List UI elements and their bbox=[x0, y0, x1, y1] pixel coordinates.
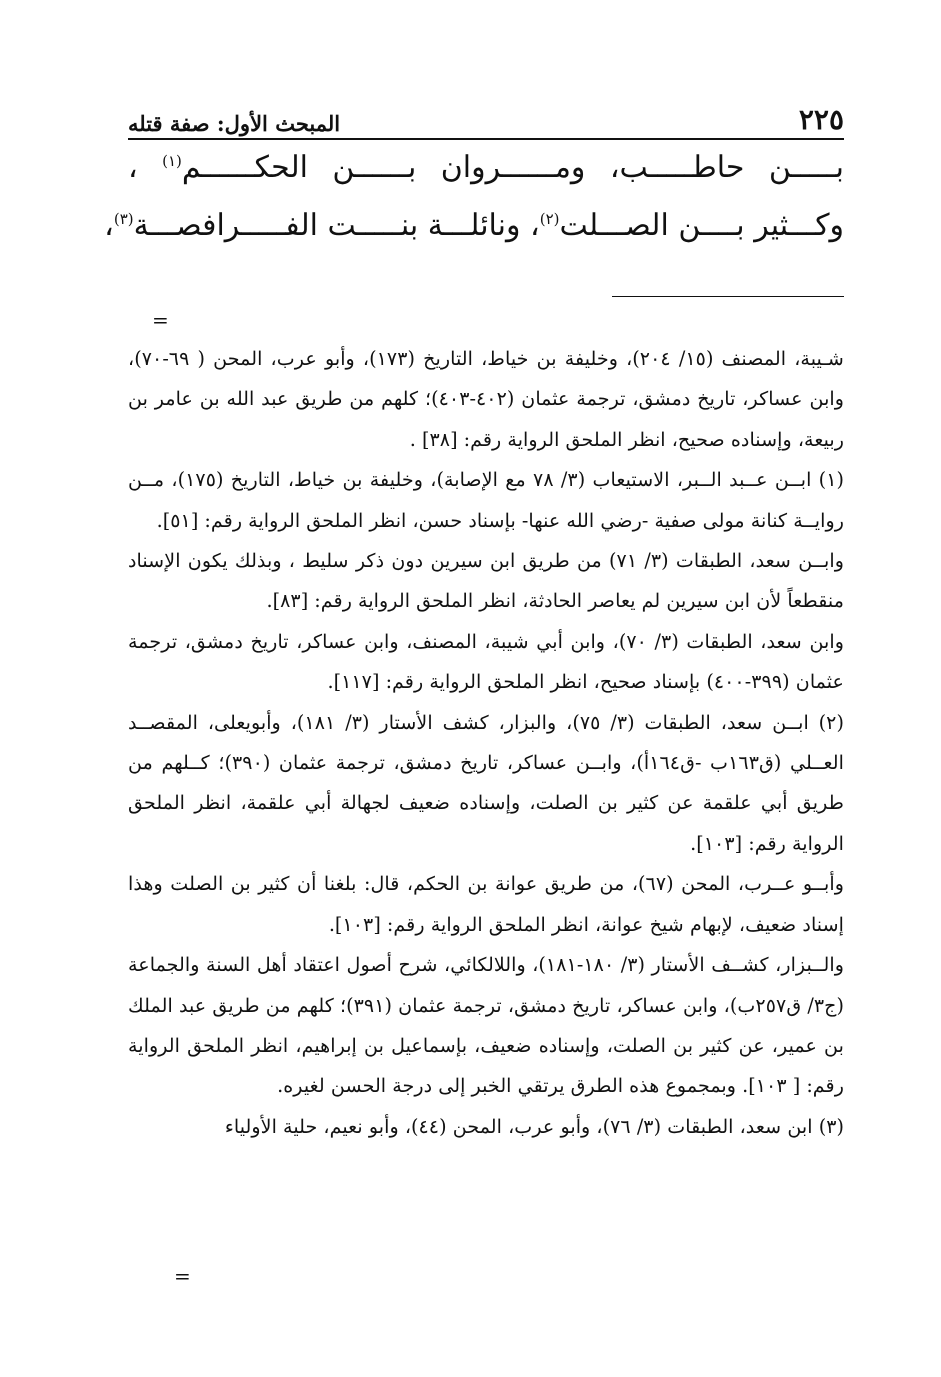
page-header bbox=[128, 100, 844, 136]
footnote-paragraph: (٢) ابــن سعد، الطبقات (٣/ ٧٥)، والبزار، كشف الأستار (٣/ ١٨١)، وأبويعلى، المقصــد العــلي (ق١٦٣ب -ق١٦٤أ)، وابــن عساكر، تاريخ دمشق، ترجمة عثمان (٣٩٠)؛ كــلهم من طريق أبي علقمة عن كثير بن الصلت، وإسناده ضعيف لجهالة أبي علقمة، انظر الملحق الرواية رقم: [١٠٣]. bbox=[128, 710, 844, 855]
continuation-mark-bottom: = bbox=[174, 1264, 191, 1288]
footnote-paragraph: وابــن سعد، الطبقات (٣/ ٧١) من طريق ابن سيرين دون ذكر سليط ، وبذلك يكون الإسناد منقطعاً لأن ابن سيرين لم يعاصر الحادثة، انظر الملحق الرواية رقم: [٨٣]. bbox=[128, 549, 844, 613]
footnote-paragraph: والــبزار، كشــف الأستار (٣/ ١٨٠-١٨١)، واللالكائي، شرح أصول اعتقاد أهل السنة والجماعة (ج٣/ ق٢٥٧ب)، وابن عساكر، تاريخ دمشق، ترجمة عثمان (٣٩١)؛ كلهم من طريق عبد الملك بن عمير، عن كثير بن الصلت، وإسناده ضعيف، بإسماعيل بن إبراهيم، انظر الملحق الرواية رقم: [ ١٠٣]. وبمجموع هذه الطرق يرتقي الخبر إلى درجة الحسن لغيره. bbox=[128, 953, 845, 1098]
continuation-mark-top: = bbox=[152, 308, 169, 332]
running-title: المبحث الأول: صفة قتله bbox=[128, 111, 341, 136]
footnote-paragraph: وأبــو عــرب، المحن (٦٧)، من طريق عوانة بن الحكم، قال: بلغنا أن كثير بن الصلت وهذا إسناد ضعيف، لإبهام شيخ عوانة، انظر الملحق الرواية رقم: [١٠٣]. bbox=[128, 872, 844, 936]
footnotes bbox=[128, 339, 844, 1147]
footnote-separator bbox=[128, 296, 844, 297]
footnote-paragraph: شـيبة، المصنف (١٥/ ٢٠٤)، وخليفة بن خياط، التاريخ (١٧٣)، وأبو عرب، المحن ( ٦٩-٧٠)، وابن عساكر، تاريخ دمشق، ترجمة عثمان (٤٠٢-٤٠٣)؛ كلهم من طريق عبد الله بن عامر بن ربيعة، وإسناده صحيح، انظر الملحق الرواية رقم: [٣٨] . bbox=[128, 347, 845, 451]
header-rule bbox=[128, 138, 844, 140]
footnote-paragraph: وابن سعد، الطبقات (٣/ ٧٠)، وابن أبي شيبة، المصنف، وابن عساكر، تاريخ دمشق، ترجمة عثمان (٣٩٩-٤٠٠) بإسناد صحيح، انظر الملحق الرواية رقم: [١١٧]. bbox=[128, 629, 844, 694]
page-number: ٢٢٥ bbox=[798, 103, 844, 136]
verse-line-1: بـــــن حاطـــــب، ومــــــروان بــــــن الحكــــــم$^{(١)}$ ، bbox=[128, 150, 845, 185]
footnote-paragraph: (٣) ابن سعد، الطبقات (٣/ ٧٦)، وأبو عرب، المحن (٤٤)، وأبو نعيم، حلية الأولياء bbox=[224, 1114, 844, 1138]
verse-line-2: وكـــثير بــــن الصـــلت$^{(٢)}$، ونائلـــة بنـــــت الفـــــرافصـــة$^{(٣)}$، bbox=[104, 208, 844, 243]
footnote-paragraph: (١) ابــن عــبد الــبر، الاستيعاب (٣/ ٧٨ مع الإصابة)، وخليفة بن خياط، التاريخ (١٧٥)، مــن روايــة كنانة مولى صفية -رضي الله عنها- بإسناد حسن، انظر الملحق الرواية رقم: [٥١]. bbox=[128, 468, 844, 532]
